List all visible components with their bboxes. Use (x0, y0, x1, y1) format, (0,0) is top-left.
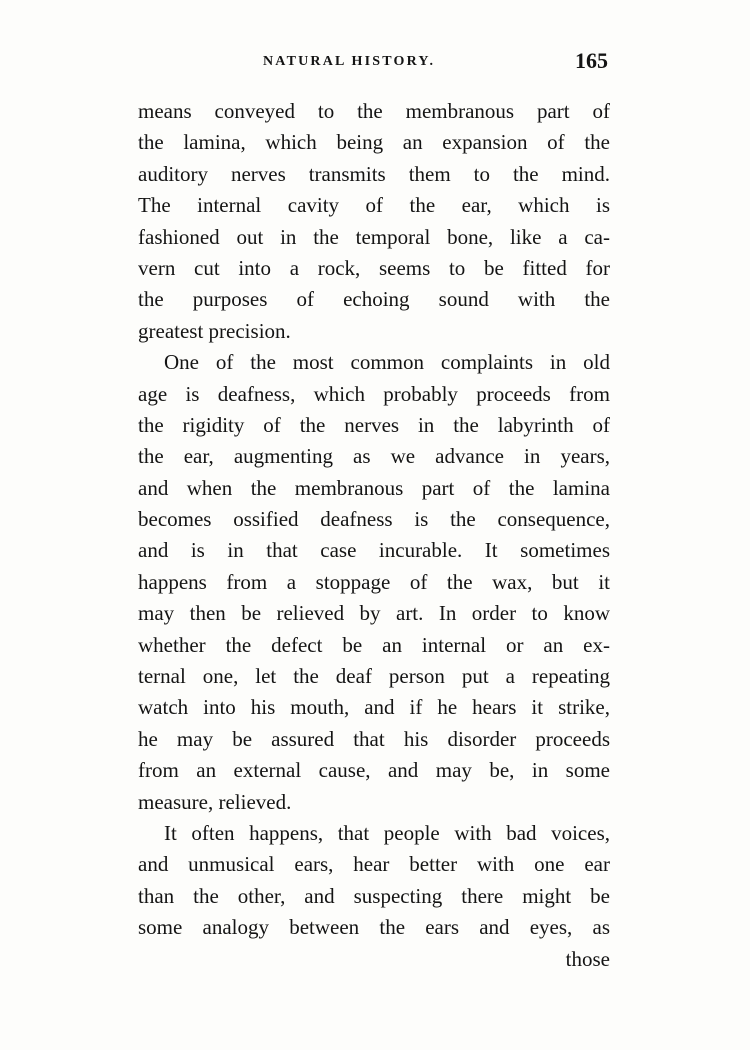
text-line: whether the defect be an internal or an ex- (138, 632, 610, 657)
text-line: The internal cavity of the ear, which is (138, 193, 610, 218)
running-head (138, 48, 610, 78)
text-line: from an external cause, and may be, in some (138, 758, 610, 783)
text-line: and unmusical ears, hear better with one ear (138, 852, 610, 877)
text-line: the lamina, which being an expansion of the (138, 130, 610, 155)
body-text (138, 96, 610, 975)
text-line: watch into his mouth, and if he hears it strike, (138, 695, 610, 720)
text-line: the rigidity of the nerves in the labyrinth of (138, 412, 610, 437)
catchword: those (565, 946, 610, 971)
text-line: he may be assured that his disorder proceeds (138, 726, 610, 751)
text-line: ternal one, let the deaf person put a repeating (138, 664, 610, 689)
text-line: the purposes of echoing sound with the (138, 287, 610, 312)
text-line: becomes ossified deafness is the consequence, (138, 507, 610, 532)
text-line: and is in that case incurable. It sometimes (138, 538, 610, 563)
paragraph-start-line: It often happens, that people with bad voices, (164, 820, 610, 845)
text-line: age is deafness, which probably proceeds from (138, 381, 610, 406)
paragraph-end-line: greatest precision. (138, 318, 291, 343)
text-line: fashioned out in the temporal bone, like a ca- (138, 224, 610, 249)
text-line: may then be relieved by art. In order to know (138, 601, 610, 626)
running-title: NATURAL HISTORY. (263, 54, 436, 69)
text-line: and when the membranous part of the lamina (138, 475, 610, 500)
text-line: vern cut into a rock, seems to be fitted for (138, 255, 610, 280)
paragraph-start-line: One of the most common complaints in old (164, 350, 610, 375)
text-line: than the other, and suspecting there might be (138, 883, 610, 908)
text-line: auditory nerves transmits them to the mind. (138, 161, 610, 186)
text-line: means conveyed to the membranous part of (138, 99, 610, 123)
page-number: 165 (575, 48, 608, 73)
text-line: some analogy between the ears and eyes, as (138, 915, 610, 940)
paragraph-end-line: measure, relieved. (138, 789, 292, 814)
text-line: the ear, augmenting as we advance in years, (138, 444, 610, 469)
text-line: happens from a stoppage of the wax, but it (138, 569, 610, 594)
